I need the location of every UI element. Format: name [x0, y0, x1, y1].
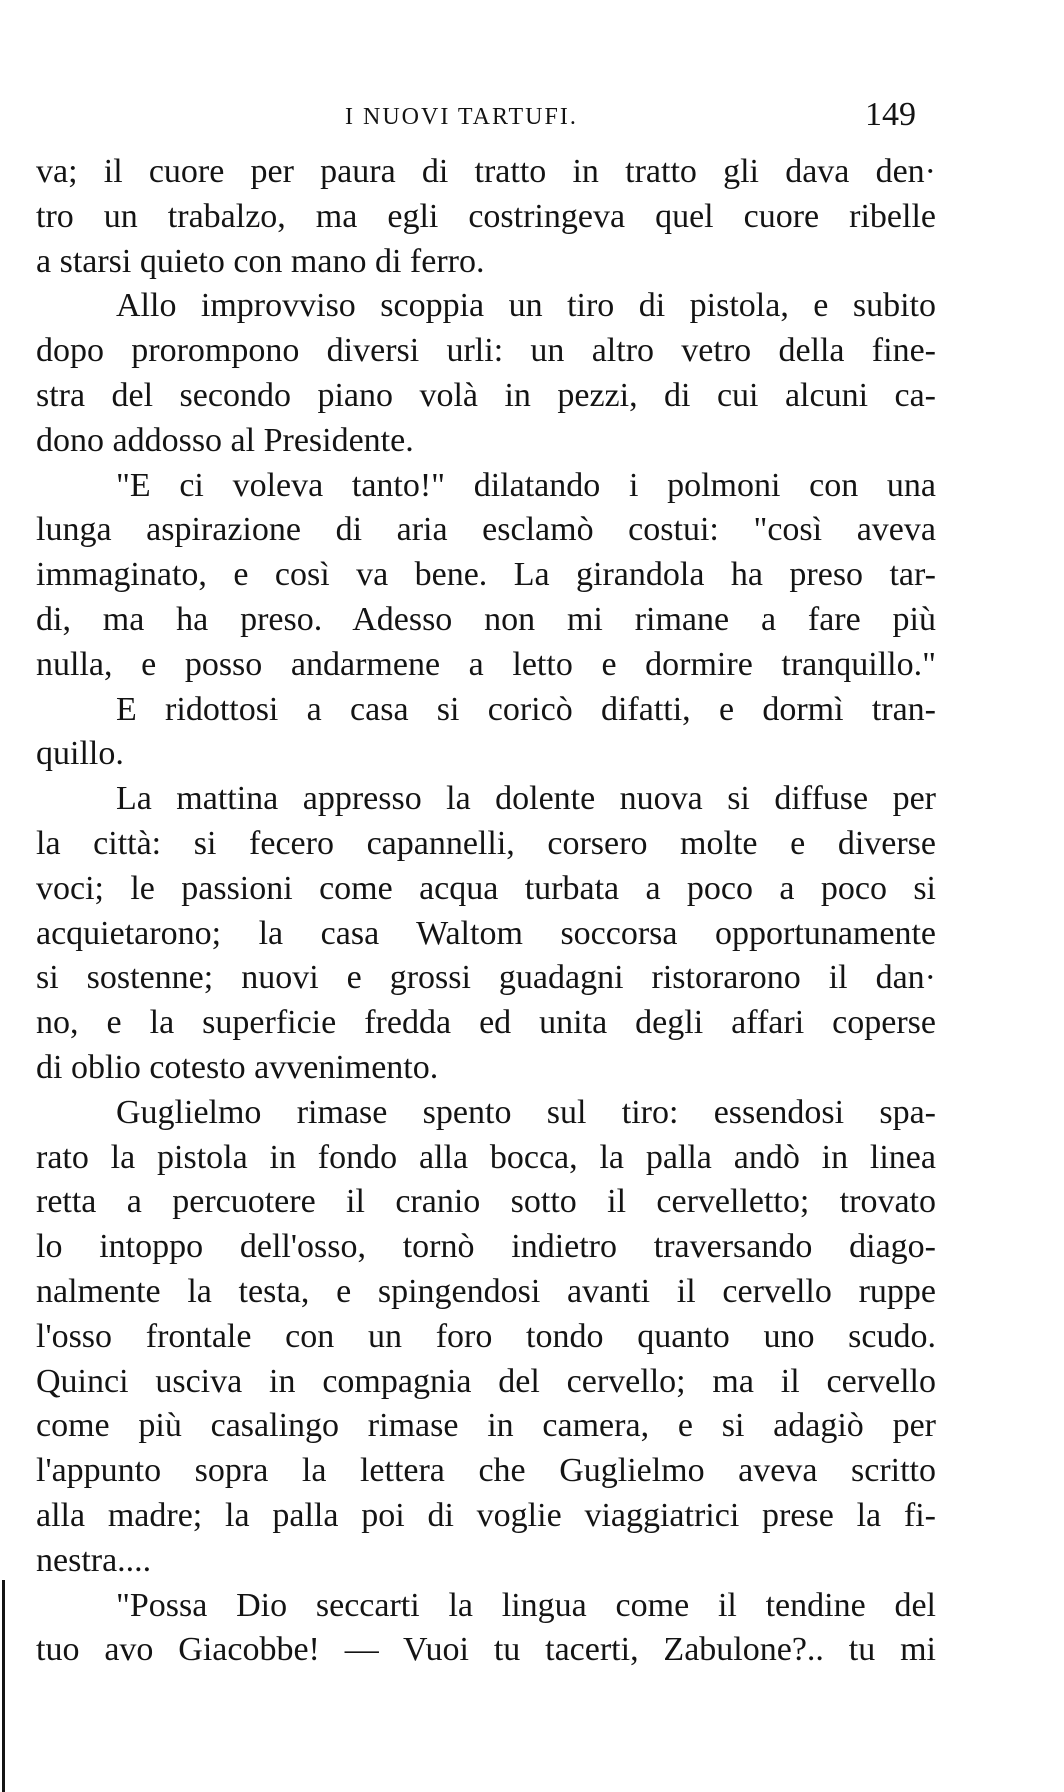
- text-line: nulla, e posso andarmene a letto e dormire tranquillo.": [36, 645, 936, 683]
- text-line: di oblio cotesto avvenimento.: [36, 1048, 439, 1086]
- paragraph-start-line: "Possa Dio seccarti la lingua come il tendine del: [116, 1586, 936, 1624]
- page-number: 149: [865, 96, 916, 133]
- text-line: l'appunto sopra la lettera che Guglielmo aveva scritto: [36, 1452, 936, 1490]
- page-header: [0, 96, 1064, 136]
- text-line: acquietarono; la casa Waltom soccorsa opportunamente: [36, 914, 936, 952]
- paragraph-start-line: La mattina appresso la dolente nuova si diffuse per: [116, 780, 936, 818]
- scan-edge-rule: [2, 1580, 5, 1792]
- paragraph-start-line: Allo improvviso scoppia un tiro di pistola, e subito: [116, 287, 936, 325]
- text-line: Quinci usciva in compagnia del cervello; ma il cervello: [36, 1362, 936, 1400]
- text-line: di, ma ha preso. Adesso non mi rimane a fare più: [36, 600, 936, 638]
- paragraph-start-line: "E ci voleva tanto!" dilatando i polmoni con una: [116, 466, 936, 504]
- text-line: va; il cuore per paura di tratto in tratto gli dava den·: [36, 153, 936, 190]
- text-line: nalmente la testa, e spingendosi avanti il cervello ruppe: [36, 1272, 936, 1310]
- text-line: lo intoppo dell'osso, tornò indietro traversando diago-: [36, 1228, 936, 1266]
- text-line: voci; le passioni come acqua turbata a poco a poco si: [36, 869, 936, 907]
- text-line: l'osso frontale con un foro tondo quanto uno scudo.: [36, 1317, 936, 1355]
- paragraph-start-line: E ridottosi a casa si coricò difatti, e dormì tran-: [116, 690, 936, 728]
- text-line: tro un trabalzo, ma egli costringeva quel cuore ribelle: [36, 197, 936, 235]
- text-line: nestra....: [36, 1541, 152, 1579]
- text-line: a starsi quieto con mano di ferro.: [36, 242, 485, 280]
- running-title: I NUOVI TARTUFI.: [345, 104, 578, 130]
- text-line: retta a percuotere il cranio sotto il cervelletto; trovato: [36, 1183, 936, 1221]
- text-line: quillo.: [36, 735, 124, 773]
- text-line: no, e la superficie fredda ed unita degli affari coperse: [36, 1004, 936, 1042]
- text-line: come più casalingo rimase in camera, e si adagiò per: [36, 1407, 936, 1445]
- text-line: tuo avo Giacobbe! — Vuoi tu tacerti, Zabulone?.. tu mi: [36, 1631, 936, 1669]
- text-line: dono addosso al Presidente.: [36, 421, 414, 459]
- text-line: stra del secondo piano volà in pezzi, di cui alcuni ca-: [36, 376, 936, 414]
- text-line: immaginato, e così va bene. La girandola ha preso tar-: [36, 556, 936, 594]
- paragraph-start-line: Guglielmo rimase spento sul tiro: essendosi spa-: [116, 1093, 936, 1131]
- text-line: alla madre; la palla poi di voglie viaggiatrici prese la fi-: [36, 1496, 936, 1534]
- text-line: la città: si fecero capannelli, corsero molte e diverse: [36, 824, 936, 862]
- text-line: si sostenne; nuovi e grossi guadagni ristorarono il dan·: [36, 959, 936, 997]
- text-line: lunga aspirazione di aria esclamò costui: "così aveva: [36, 511, 936, 549]
- body-text: [36, 150, 936, 1673]
- text-line: dopo prorompono diversi urli: un altro vetro della fine-: [36, 332, 936, 370]
- text-line: rato la pistola in fondo alla bocca, la palla andò in linea: [36, 1138, 936, 1176]
